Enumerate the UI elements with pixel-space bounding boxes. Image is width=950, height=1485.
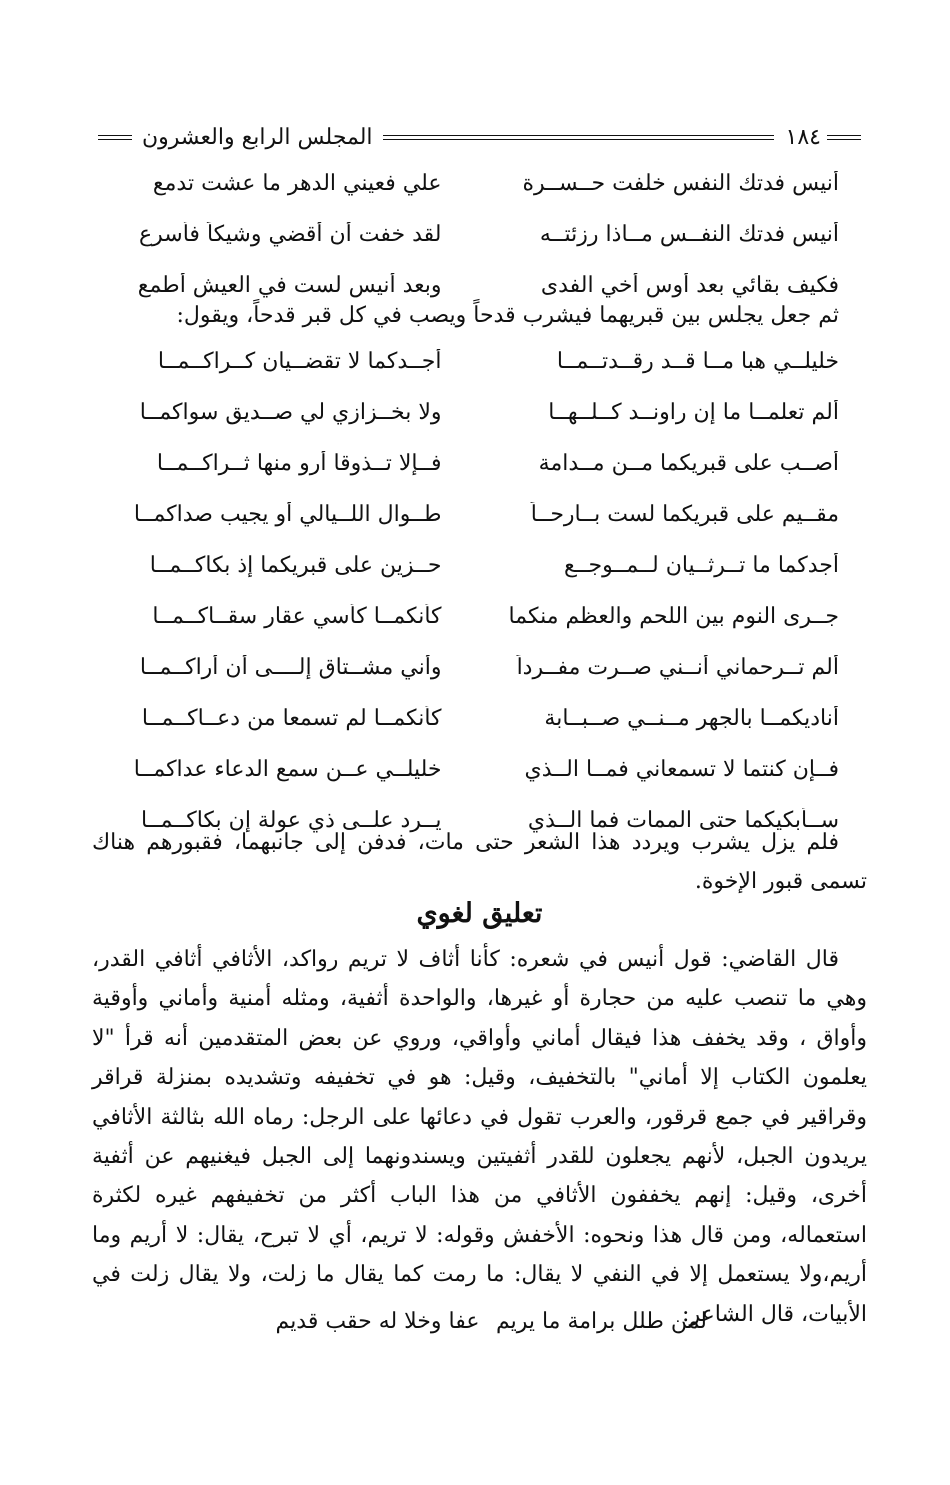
verse-first-hemistich: أنيس فدتك النفــس مــاذا رزئتــه	[539, 222, 839, 247]
verse-first-hemistich: مقــيم على قبريكما لست بــارحــاً	[530, 502, 839, 527]
verse-line	[92, 158, 867, 209]
verse-first-hemistich: فكيف بقائي بعد أوس أخي الفدى	[540, 273, 839, 298]
verse-first-hemistich: لمن طلل برامة ما يريم	[495, 1309, 707, 1334]
page-number: ١٨٤	[785, 124, 821, 150]
closing-paragraph: فلم يزل يشرب ويردد هذا الشعر حتى مات، فدفن إلى جانبهما، فقبورهم هناك تسمى قبور الإخوة.	[92, 830, 867, 894]
verse-first-hemistich: أنيس فدتك النفس خلفت حــســرة	[522, 171, 839, 196]
verse-line	[92, 693, 867, 744]
verse-first-hemistich: ســأبكيكما حتى الممات فما الــذي	[527, 808, 839, 833]
running-title: المجلس الرابع والعشرون	[142, 124, 373, 150]
linguistic-commentary	[92, 940, 867, 1334]
verse-line	[92, 540, 867, 591]
verse-second-hemistich: خليلــي عــن سمع الدعاء عداكمــا	[133, 757, 442, 782]
header-rule	[98, 135, 132, 140]
verse-first-hemistich: أصــب على قبريكما مــن مــدامة	[538, 451, 839, 476]
section-heading: تعليق لغوي	[416, 898, 543, 929]
verse-second-hemistich: طــوال اللــيالي أو يجيب صداكمــا	[133, 502, 442, 527]
verse-line	[92, 1296, 867, 1347]
verse-first-hemistich: خليلــي هبا مــا قــد رقــدتــمــا	[556, 349, 839, 374]
running-header	[92, 120, 867, 154]
verse-second-hemistich: كأنكمــا كأسي عقار سقــاكــمــا	[152, 604, 442, 629]
verse-second-hemistich: لقد خفت أن أقضي وشيكاً فأسرع	[139, 222, 442, 247]
verse-first-hemistich: فــإن كنتما لا تسمعاني فمــا الــذي	[524, 757, 839, 782]
header-rule	[827, 135, 861, 140]
verse-second-hemistich: عفا وخلا له حقب قديم	[275, 1309, 480, 1334]
verse-second-hemistich: ولا بخــزازي لي صــديق سواكمــا	[139, 400, 442, 425]
commentary-paragraph: قال القاضي: قول أنيس في شعره: كأنا أثاف لا تريم رواكد، الأثافي أثافي القدر، وهي ما تنصب عليه من حجارة أو غيرها، والواحدة أثفية، ومثله أمنية وأماني وأوقية وأواق ، وقد يخفف هذا فيقال أماني وأواقي، وروي عن بعض المتقدمين أنه قرأ "لا يعلمون الكتاب إلا أماني" بالتخفيف، وقيل: هو في تخفيفه وتشديده بمنزلة قراقر وقراقير في جمع قرقور، والعرب تقول في دعائها على الرجل: رماه الله بثالثة الأثافي يريدون الجبل، لأنهم يجعلون للقدر أثفيتين ويسندونهما إلى الجبل فيغنيهم عن أثفية أخرى، وقيل: إنهم يخففون الأثافي من هذا الباب أكثر من تخفيفهم غيره لكثرة استعماله، ومن قال هذا ونحوه: الأخفش وقوله: لا تريم، أي لا تبرح، يقال: لا أريم وما أريم،ولا يستعمل إلا في النفي لا يقال: ما رمت كما يقال ما زلت، ولا يقال زلت في الأبيات، قال الشاعر:	[92, 947, 867, 1327]
verse-first-hemistich: أناديكمــا بالجهر مــنــي صــبــابة	[544, 706, 839, 731]
verse-second-hemistich: يــرد علــى ذي عولة إن بكاكــمــا	[141, 808, 442, 833]
quoted-verse	[92, 1296, 867, 1347]
verse-second-hemistich: وبعد أنيس لست في العيش أطمع	[137, 273, 442, 298]
verse-line	[92, 744, 867, 795]
verse-first-hemistich: جــرى النوم بين اللحم والعظم منكما	[508, 604, 839, 629]
verse-line	[92, 591, 867, 642]
verse-second-hemistich: فــإلا تــذوقا أرو منها ثــراكــمــا	[156, 451, 442, 476]
verse-second-hemistich: كأنكمــا لم تسمعا من دعــاكــمــا	[141, 706, 442, 731]
verse-first-hemistich: ألم تــرحماني أنــني صــرت مفــرداً	[516, 655, 839, 680]
verse-second-hemistich: وأني مشــتاق إلــــى أن أراكــمــا	[139, 655, 442, 680]
verse-first-hemistich: ألم تعلمــا ما إن راونــد كــلــهــا	[548, 400, 839, 425]
header-rule	[383, 135, 774, 140]
verse-line	[92, 489, 867, 540]
verse-second-hemistich: علي فعيني الدهر ما عشت تدمع	[152, 171, 442, 196]
verse-second-hemistich: أجــدكما لا تقضــيان كــراكــمــا	[157, 349, 442, 374]
verse-line	[92, 642, 867, 693]
verse-first-hemistich: أجدكما ما تــرثــيان لــمــوجــع	[563, 553, 839, 578]
narrative-interlude: ثم جعل يجلس بين قبريهما فيشرب قدحاً ويصب في كل قبر قدحاً، ويقول:	[176, 303, 839, 328]
poem-khalilayya	[92, 336, 867, 846]
poem-anis-lament	[92, 158, 867, 311]
verse-line	[92, 336, 867, 387]
verse-line	[92, 438, 867, 489]
closing-narrative	[92, 824, 867, 901]
verse-line	[92, 209, 867, 260]
verse-second-hemistich: حــزين على قبريكما إذ بكاكــمــا	[149, 553, 442, 578]
verse-line	[92, 387, 867, 438]
